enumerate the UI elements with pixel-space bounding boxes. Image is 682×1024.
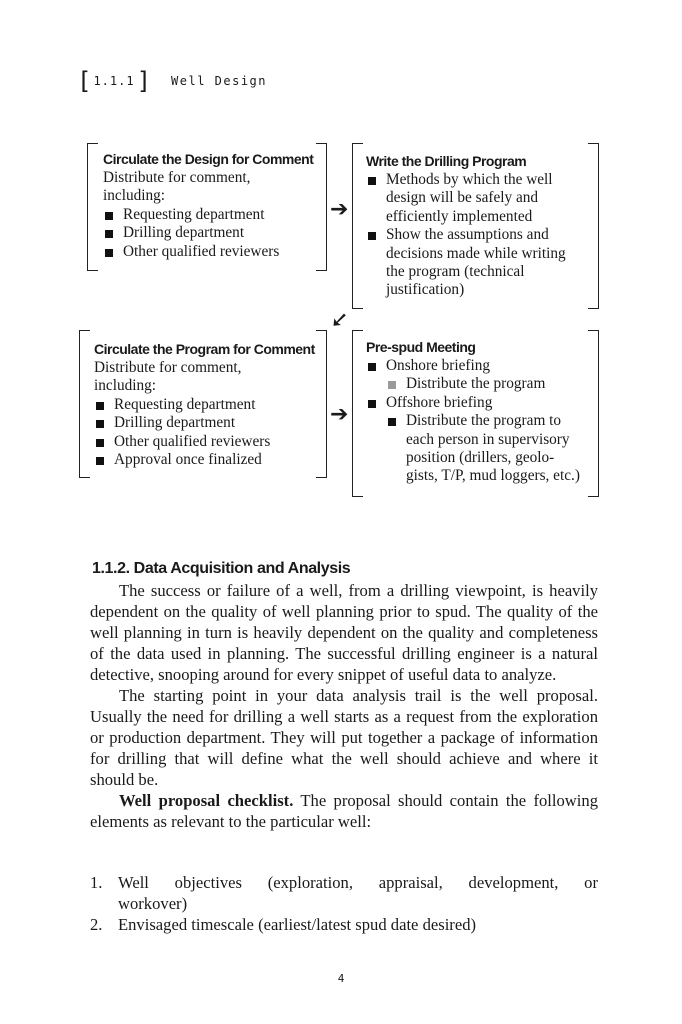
square-bullet-icon (368, 232, 376, 240)
square-bullet-icon (96, 457, 104, 465)
arrow-down-left-icon: ➘ (330, 308, 349, 333)
box-title: Write the Drilling Program (366, 153, 527, 169)
bracket-right (588, 330, 599, 497)
square-bullet-icon (368, 363, 376, 371)
bullet-item: Other qualified reviewers (103, 243, 313, 261)
gray-square-bullet-icon (388, 381, 396, 389)
box-text-line: Distribute for comment, (94, 359, 242, 376)
bullet-item: Offshore briefing (366, 394, 580, 412)
bullet-item: Methods by which the well design will be safely and efficiently implemented (366, 171, 566, 226)
bullet-item: Approval once finalized (94, 451, 315, 469)
running-header (77, 66, 267, 96)
bracket-left (352, 143, 363, 309)
square-bullet-icon (388, 418, 396, 426)
header-section-number: 1.1.1 (93, 74, 135, 88)
flow-box-circulate-program (79, 330, 327, 478)
close-bracket-glyph: ] (136, 67, 152, 95)
flow-box-circulate-design (87, 143, 327, 271)
bullet-item: Drilling department (94, 414, 315, 432)
bullet-item: Show the assumptions and decisions made while writing the program (technical justification) (366, 226, 566, 300)
run-in-heading: Well proposal checklist. (119, 791, 294, 810)
list-item: 2. Envisaged timescale (earliest/latest spud date desired) (90, 915, 477, 934)
paragraph: Well proposal checklist. The proposal should contain the following elements as relevant to the particular well: (90, 791, 598, 831)
checklist (90, 872, 598, 935)
bracket-left (87, 143, 98, 271)
square-bullet-icon (105, 212, 113, 220)
square-bullet-icon (96, 439, 104, 447)
box-text-line: including: (103, 187, 166, 205)
sub-bullet-item: Distribute the program (386, 375, 580, 393)
square-bullet-icon (368, 400, 376, 408)
box-text-line: including: (94, 377, 157, 395)
bracket-right (316, 143, 327, 271)
box-title: Circulate the Program for Comment (94, 341, 315, 357)
bracket-left (79, 330, 90, 478)
square-bullet-icon (96, 420, 104, 428)
bullet-item: Drilling department (103, 224, 313, 242)
paragraph: The starting point in your data analysis trail is the well proposal. Usually the need for drilling a well starts as a request from the exploration or production department. They will put together a package of information for drilling that will define what the well should achieve and where it should be. (90, 686, 598, 789)
square-bullet-icon (105, 230, 113, 238)
bracket-right (316, 330, 327, 478)
bullet-item: Other qualified reviewers (94, 433, 315, 451)
section-heading: 1.1.2. Data Acquisition and Analysis (92, 560, 351, 577)
sub-bullet-item: Distribute the program to each person in supervisory position (drillers, geolo- gists, T/P, mud loggers, etc.) (386, 412, 580, 486)
bracket-left (352, 330, 363, 497)
square-bullet-icon (96, 402, 104, 410)
box-title: Circulate the Design for Comment (103, 151, 314, 167)
bullet-item: Requesting department (94, 396, 315, 414)
square-bullet-icon (368, 177, 376, 185)
body-text (90, 580, 598, 832)
flow-box-prespud-meeting (352, 330, 599, 497)
list-item: 1. Well objectives (exploration, appraisal, development, or workover) (90, 873, 598, 913)
arrow-right-icon: ➔ (330, 402, 349, 427)
arrow-right-icon: ➔ (330, 197, 349, 222)
open-bracket-glyph: [ (77, 67, 92, 95)
header-title: Well Design (171, 74, 268, 88)
bullet-item: Requesting department (103, 206, 313, 224)
flow-box-write-program (352, 143, 599, 309)
page-number: 4 (337, 972, 345, 985)
box-text-line: Distribute for comment, (103, 169, 251, 186)
box-title: Pre-spud Meeting (366, 339, 476, 355)
paragraph: The success or failure of a well, from a drilling viewpoint, is heavily dependent on the quality of well planning prior to spud. The quality of the well planning in turn is heavily dependent on the quality and completeness of the data used in planning. The successful drilling engineer is a natural detective, snooping around for every snippet of useful data to analyze. (90, 581, 598, 684)
bracket-right (588, 143, 599, 309)
square-bullet-icon (105, 249, 113, 257)
bullet-item: Onshore briefing (366, 357, 580, 375)
